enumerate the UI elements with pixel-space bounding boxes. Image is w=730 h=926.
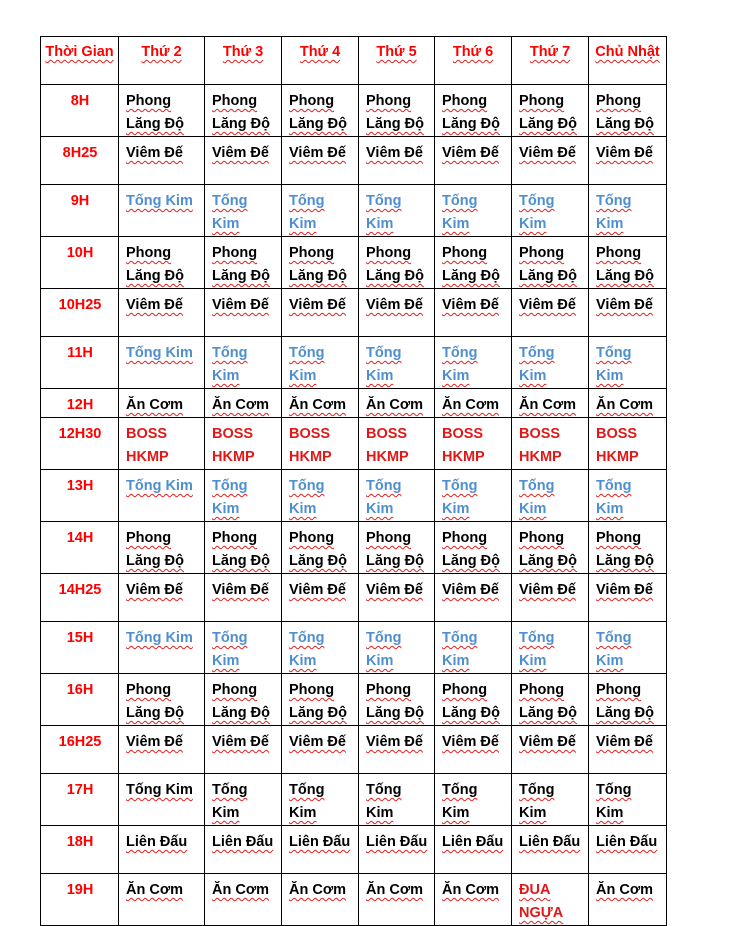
activity-label: Ăn Cơm bbox=[212, 397, 270, 413]
activity-cell bbox=[282, 289, 359, 337]
table-row bbox=[41, 826, 667, 874]
activity-cell bbox=[589, 337, 667, 389]
activity-label: Ăn Cơm bbox=[519, 397, 577, 413]
activity-label: Phong Lăng Độ bbox=[126, 682, 184, 721]
activity-label: Phong Lăng Độ bbox=[596, 245, 654, 284]
activity-label: Ăn Cơm bbox=[212, 882, 270, 898]
table-row bbox=[41, 337, 667, 389]
activity-cell bbox=[282, 622, 359, 674]
activity-cell bbox=[435, 674, 512, 726]
activity-label: Tống Kim bbox=[519, 345, 555, 384]
activity-cell bbox=[119, 289, 205, 337]
activity-label: BOSS HKMP bbox=[519, 426, 562, 465]
activity-cell bbox=[435, 237, 512, 289]
activity-label: BOSS HKMP bbox=[442, 426, 485, 465]
table-row bbox=[41, 622, 667, 674]
activity-cell bbox=[359, 237, 435, 289]
activity-label: Tống Kim bbox=[519, 782, 555, 821]
activity-label: Viêm Đế bbox=[596, 145, 653, 161]
activity-cell bbox=[435, 185, 512, 237]
activity-cell bbox=[119, 774, 205, 826]
activity-cell bbox=[359, 289, 435, 337]
activity-label: Viêm Đế bbox=[442, 145, 499, 161]
activity-label: Tống Kim bbox=[126, 630, 193, 646]
table-row bbox=[41, 726, 667, 774]
activity-label: Viêm Đế bbox=[126, 145, 183, 161]
activity-label: Tống Kim bbox=[519, 478, 555, 517]
activity-label: Phong Lăng Độ bbox=[289, 682, 347, 721]
activity-cell bbox=[435, 137, 512, 185]
activity-label: Tống Kim bbox=[442, 345, 478, 384]
activity-label: Ăn Cơm bbox=[596, 882, 654, 898]
activity-label: Ăn Cơm bbox=[289, 397, 347, 413]
activity-cell bbox=[205, 726, 282, 774]
activity-label: Liên Đấu bbox=[289, 834, 351, 850]
activity-label: Phong Lăng Độ bbox=[289, 245, 347, 284]
activity-cell bbox=[205, 622, 282, 674]
activity-label: Phong Lăng Độ bbox=[366, 530, 424, 569]
activity-cell bbox=[282, 389, 359, 418]
activity-cell bbox=[359, 185, 435, 237]
activity-cell bbox=[119, 726, 205, 774]
activity-cell bbox=[512, 389, 589, 418]
activity-label: Viêm Đế bbox=[212, 734, 269, 750]
activity-label: Tống Kim bbox=[212, 478, 248, 517]
activity-label: Ăn Cơm bbox=[289, 882, 347, 898]
table-row bbox=[41, 522, 667, 574]
activity-label: Tống Kim bbox=[519, 193, 555, 232]
activity-cell bbox=[282, 774, 359, 826]
activity-label: Tống Kim bbox=[212, 345, 248, 384]
activity-label: Tống Kim bbox=[126, 478, 193, 494]
activity-cell bbox=[512, 470, 589, 522]
activity-label: Phong Lăng Độ bbox=[519, 245, 577, 284]
activity-cell bbox=[512, 726, 589, 774]
activity-cell bbox=[119, 137, 205, 185]
activity-cell bbox=[359, 574, 435, 622]
time-cell: 19H bbox=[41, 874, 119, 926]
activity-cell bbox=[359, 389, 435, 418]
activity-label: BOSS HKMP bbox=[212, 426, 255, 465]
activity-label: Liên Đấu bbox=[212, 834, 274, 850]
activity-label: Phong Lăng Độ bbox=[596, 93, 654, 132]
activity-cell bbox=[435, 622, 512, 674]
schedule-table bbox=[40, 36, 667, 926]
activity-label: Tống Kim bbox=[596, 345, 632, 384]
activity-label: Tống Kim bbox=[289, 630, 325, 669]
time-cell: 9H bbox=[41, 185, 119, 237]
activity-label: Viêm Đế bbox=[442, 297, 499, 313]
activity-label: Phong Lăng Độ bbox=[366, 682, 424, 721]
activity-label: Ăn Cơm bbox=[596, 397, 654, 413]
activity-label: Tống Kim bbox=[442, 630, 478, 669]
activity-label: Ăn Cơm bbox=[126, 882, 184, 898]
table-row bbox=[41, 237, 667, 289]
activity-cell bbox=[512, 674, 589, 726]
activity-cell bbox=[589, 185, 667, 237]
activity-label: Viêm Đế bbox=[289, 582, 346, 598]
activity-cell bbox=[435, 85, 512, 137]
activity-label: Ăn Cơm bbox=[442, 882, 500, 898]
activity-label: Tống Kim bbox=[212, 630, 248, 669]
activity-cell bbox=[119, 337, 205, 389]
activity-label: BOSS HKMP bbox=[366, 426, 409, 465]
time-cell: 16H bbox=[41, 674, 119, 726]
activity-cell bbox=[512, 289, 589, 337]
activity-label: Phong Lăng Độ bbox=[366, 93, 424, 132]
table-row bbox=[41, 289, 667, 337]
activity-cell bbox=[359, 137, 435, 185]
activity-cell bbox=[435, 774, 512, 826]
activity-label: Tống Kim bbox=[126, 782, 193, 798]
activity-label: Viêm Đế bbox=[519, 734, 576, 750]
header-cell-sat: Thứ 7 bbox=[512, 37, 589, 85]
activity-label: Viêm Đế bbox=[519, 582, 576, 598]
activity-label: BOSS HKMP bbox=[596, 426, 639, 465]
activity-cell bbox=[359, 726, 435, 774]
activity-cell bbox=[589, 237, 667, 289]
activity-cell bbox=[282, 726, 359, 774]
activity-cell bbox=[589, 389, 667, 418]
activity-label: Liên Đấu bbox=[596, 834, 658, 850]
activity-cell bbox=[119, 522, 205, 574]
activity-label: Tống Kim bbox=[289, 345, 325, 384]
activity-cell bbox=[205, 389, 282, 418]
activity-cell bbox=[589, 289, 667, 337]
activity-cell bbox=[512, 522, 589, 574]
activity-cell bbox=[282, 522, 359, 574]
activity-label: Phong Lăng Độ bbox=[519, 530, 577, 569]
time-cell: 18H bbox=[41, 826, 119, 874]
time-cell: 17H bbox=[41, 774, 119, 826]
activity-label: Phong Lăng Độ bbox=[212, 530, 270, 569]
header-cell-fri: Thứ 6 bbox=[435, 37, 512, 85]
time-cell: 13H bbox=[41, 470, 119, 522]
activity-cell bbox=[205, 137, 282, 185]
activity-label: Phong Lăng Độ bbox=[126, 530, 184, 569]
activity-cell bbox=[589, 85, 667, 137]
activity-cell bbox=[205, 337, 282, 389]
activity-cell bbox=[282, 337, 359, 389]
activity-cell bbox=[119, 185, 205, 237]
time-cell: 15H bbox=[41, 622, 119, 674]
activity-cell bbox=[119, 674, 205, 726]
activity-cell bbox=[205, 522, 282, 574]
activity-label: Phong Lăng Độ bbox=[519, 682, 577, 721]
activity-cell bbox=[589, 622, 667, 674]
activity-cell bbox=[282, 418, 359, 470]
activity-cell bbox=[589, 726, 667, 774]
activity-cell bbox=[119, 622, 205, 674]
header-cell-time: Thời Gian bbox=[41, 37, 119, 85]
activity-cell bbox=[589, 137, 667, 185]
activity-label: Viêm Đế bbox=[442, 582, 499, 598]
time-cell: 8H25 bbox=[41, 137, 119, 185]
activity-cell bbox=[282, 826, 359, 874]
activity-label: Ăn Cơm bbox=[126, 397, 184, 413]
time-cell: 14H bbox=[41, 522, 119, 574]
activity-label: Liên Đấu bbox=[519, 834, 581, 850]
activity-cell bbox=[435, 522, 512, 574]
activity-cell bbox=[512, 774, 589, 826]
activity-label: Viêm Đế bbox=[289, 145, 346, 161]
activity-label: Viêm Đế bbox=[212, 582, 269, 598]
activity-label: Ăn Cơm bbox=[366, 397, 424, 413]
activity-cell bbox=[205, 418, 282, 470]
activity-cell bbox=[435, 726, 512, 774]
activity-cell bbox=[359, 337, 435, 389]
table-row bbox=[41, 137, 667, 185]
activity-label: Tống Kim bbox=[366, 782, 402, 821]
time-cell: 11H bbox=[41, 337, 119, 389]
activity-cell bbox=[282, 137, 359, 185]
activity-cell bbox=[589, 674, 667, 726]
activity-label: Phong Lăng Độ bbox=[442, 245, 500, 284]
activity-label: Viêm Đế bbox=[289, 734, 346, 750]
activity-cell bbox=[205, 674, 282, 726]
activity-cell bbox=[119, 418, 205, 470]
activity-label: Phong Lăng Độ bbox=[366, 245, 424, 284]
activity-cell bbox=[512, 85, 589, 137]
activity-cell bbox=[359, 774, 435, 826]
activity-label: Viêm Đế bbox=[212, 297, 269, 313]
activity-label: Ăn Cơm bbox=[366, 882, 424, 898]
activity-label: Tống Kim bbox=[289, 782, 325, 821]
activity-cell bbox=[589, 418, 667, 470]
activity-label: Ăn Cơm bbox=[442, 397, 500, 413]
activity-cell bbox=[282, 85, 359, 137]
activity-label: Phong Lăng Độ bbox=[442, 682, 500, 721]
activity-cell bbox=[512, 185, 589, 237]
activity-cell bbox=[512, 622, 589, 674]
time-cell: 16H25 bbox=[41, 726, 119, 774]
activity-cell bbox=[435, 389, 512, 418]
time-cell: 12H30 bbox=[41, 418, 119, 470]
activity-cell bbox=[119, 826, 205, 874]
activity-label: Viêm Đế bbox=[126, 734, 183, 750]
activity-label: Viêm Đế bbox=[366, 297, 423, 313]
activity-cell bbox=[589, 574, 667, 622]
activity-label: Viêm Đế bbox=[596, 582, 653, 598]
activity-cell bbox=[282, 185, 359, 237]
activity-cell bbox=[205, 237, 282, 289]
activity-cell bbox=[512, 826, 589, 874]
activity-cell bbox=[512, 137, 589, 185]
table-row bbox=[41, 185, 667, 237]
activity-cell bbox=[435, 574, 512, 622]
activity-label: Viêm Đế bbox=[126, 297, 183, 313]
activity-cell bbox=[282, 574, 359, 622]
activity-cell bbox=[359, 622, 435, 674]
activity-label: Tống Kim bbox=[366, 345, 402, 384]
activity-cell bbox=[359, 522, 435, 574]
activity-label: Tống Kim bbox=[596, 630, 632, 669]
activity-cell bbox=[359, 418, 435, 470]
activity-label: Tống Kim bbox=[212, 782, 248, 821]
activity-label: Tống Kim bbox=[366, 630, 402, 669]
activity-label: Tống Kim bbox=[596, 782, 632, 821]
activity-label: Phong Lăng Độ bbox=[442, 93, 500, 132]
activity-label: Phong Lăng Độ bbox=[596, 530, 654, 569]
activity-label: Liên Đấu bbox=[366, 834, 428, 850]
activity-cell bbox=[435, 826, 512, 874]
table-row bbox=[41, 774, 667, 826]
activity-cell bbox=[589, 826, 667, 874]
header-cell-sun: Chủ Nhật bbox=[589, 37, 667, 85]
activity-label: Viêm Đế bbox=[366, 734, 423, 750]
activity-label: Viêm Đế bbox=[366, 145, 423, 161]
activity-label: Viêm Đế bbox=[442, 734, 499, 750]
activity-label: Phong Lăng Độ bbox=[289, 93, 347, 132]
time-cell: 10H bbox=[41, 237, 119, 289]
activity-label: Tống Kim bbox=[126, 345, 193, 361]
activity-cell bbox=[435, 337, 512, 389]
activity-cell bbox=[512, 418, 589, 470]
activity-cell bbox=[205, 85, 282, 137]
activity-label: Viêm Đế bbox=[366, 582, 423, 598]
activity-cell bbox=[205, 470, 282, 522]
activity-cell bbox=[205, 289, 282, 337]
activity-label: Tống Kim bbox=[366, 478, 402, 517]
activity-label: Phong Lăng Độ bbox=[212, 93, 270, 132]
activity-label: Viêm Đế bbox=[289, 297, 346, 313]
table-row bbox=[41, 470, 667, 522]
activity-cell bbox=[282, 674, 359, 726]
activity-label: Phong Lăng Độ bbox=[212, 682, 270, 721]
activity-cell bbox=[512, 237, 589, 289]
time-cell: 12H bbox=[41, 389, 119, 418]
activity-label: Tống Kim bbox=[289, 478, 325, 517]
activity-cell bbox=[359, 674, 435, 726]
table-row bbox=[41, 418, 667, 470]
table-row bbox=[41, 674, 667, 726]
activity-label: Phong Lăng Độ bbox=[212, 245, 270, 284]
activity-cell bbox=[512, 574, 589, 622]
activity-label: Viêm Đế bbox=[212, 145, 269, 161]
activity-label: Liên Đấu bbox=[442, 834, 504, 850]
activity-cell bbox=[359, 826, 435, 874]
activity-label: Tống Kim bbox=[366, 193, 402, 232]
activity-label: Phong Lăng Độ bbox=[442, 530, 500, 569]
activity-cell bbox=[359, 85, 435, 137]
activity-cell bbox=[119, 470, 205, 522]
activity-cell bbox=[205, 574, 282, 622]
activity-cell bbox=[589, 522, 667, 574]
activity-label: Phong Lăng Độ bbox=[126, 93, 184, 132]
activity-label: Tống Kim bbox=[212, 193, 248, 232]
activity-cell bbox=[119, 389, 205, 418]
activity-label: Viêm Đế bbox=[596, 297, 653, 313]
activity-label: Phong Lăng Độ bbox=[519, 93, 577, 132]
activity-cell bbox=[119, 237, 205, 289]
activity-label: Viêm Đế bbox=[519, 297, 576, 313]
schedule-body bbox=[41, 85, 667, 926]
time-cell: 14H25 bbox=[41, 574, 119, 622]
header-cell-wed: Thứ 4 bbox=[282, 37, 359, 85]
activity-label: Tống Kim bbox=[289, 193, 325, 232]
activity-cell bbox=[205, 774, 282, 826]
activity-cell bbox=[589, 470, 667, 522]
activity-cell bbox=[512, 337, 589, 389]
activity-label: Tống Kim bbox=[442, 782, 478, 821]
activity-label: BOSS HKMP bbox=[289, 426, 332, 465]
table-row bbox=[41, 85, 667, 137]
activity-cell bbox=[435, 418, 512, 470]
activity-cell bbox=[589, 774, 667, 826]
activity-label: Tống Kim bbox=[596, 193, 632, 232]
activity-cell bbox=[119, 85, 205, 137]
activity-label: BOSS HKMP bbox=[126, 426, 169, 465]
activity-cell bbox=[282, 470, 359, 522]
activity-cell bbox=[435, 470, 512, 522]
activity-cell bbox=[359, 470, 435, 522]
activity-label: ĐUA NGỰA bbox=[519, 882, 564, 921]
time-cell: 8H bbox=[41, 85, 119, 137]
activity-label: Tống Kim bbox=[442, 478, 478, 517]
activity-label: Phong Lăng Độ bbox=[289, 530, 347, 569]
activity-label: Phong Lăng Độ bbox=[126, 245, 184, 284]
activity-cell bbox=[282, 237, 359, 289]
activity-label: Viêm Đế bbox=[126, 582, 183, 598]
header-cell-thu: Thứ 5 bbox=[359, 37, 435, 85]
header-cell-tue: Thứ 3 bbox=[205, 37, 282, 85]
activity-label: Viêm Đế bbox=[596, 734, 653, 750]
activity-label: Viêm Đế bbox=[519, 145, 576, 161]
activity-label: Tống Kim bbox=[519, 630, 555, 669]
activity-label: Phong Lăng Độ bbox=[596, 682, 654, 721]
activity-cell bbox=[205, 185, 282, 237]
activity-cell bbox=[119, 574, 205, 622]
activity-label: Tống Kim bbox=[596, 478, 632, 517]
activity-cell bbox=[205, 826, 282, 874]
table-row bbox=[41, 389, 667, 418]
activity-label: Tống Kim bbox=[442, 193, 478, 232]
activity-cell bbox=[435, 289, 512, 337]
time-cell: 10H25 bbox=[41, 289, 119, 337]
header-row bbox=[41, 37, 667, 85]
header-cell-mon: Thứ 2 bbox=[119, 37, 205, 85]
activity-label: Tống Kim bbox=[126, 193, 193, 209]
table-row bbox=[41, 574, 667, 622]
activity-label: Liên Đấu bbox=[126, 834, 188, 850]
